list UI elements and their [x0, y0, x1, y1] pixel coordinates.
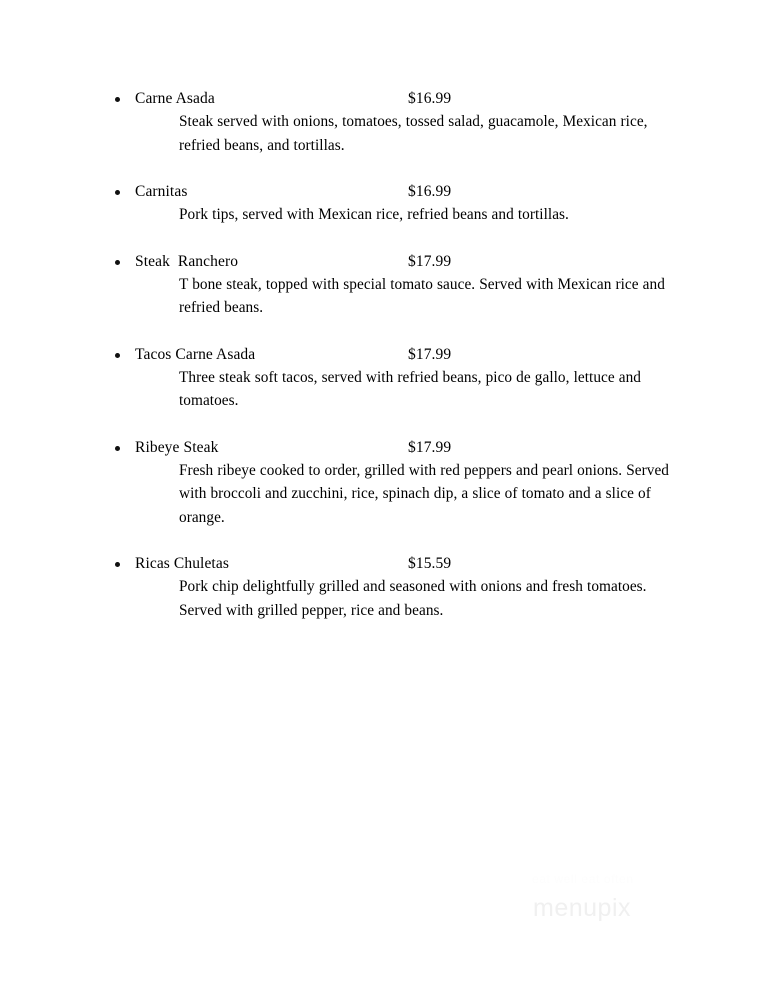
- menu-item-price: $15.59: [408, 555, 452, 572]
- list-item: [113, 553, 693, 622]
- menu-item-price: $17.99: [408, 345, 452, 363]
- list-item: [113, 181, 693, 227]
- menu-item-list: [113, 88, 693, 622]
- list-item: [113, 437, 693, 530]
- menu-item-header: [113, 251, 693, 273]
- bullet-icon: [115, 353, 120, 358]
- menu-item-name: Tacos Carne Asada: [135, 345, 256, 363]
- menu-item-description: Steak served with onions, tomatoes, tossed salad, guacamole, Mexican rice, refried beans, and tortillas.: [179, 113, 648, 154]
- list-item: [113, 251, 693, 320]
- menu-item-price: $17.99: [408, 438, 452, 456]
- bullet-icon: [115, 446, 120, 451]
- menu-item-name: Steak Ranchero: [135, 252, 239, 270]
- menu-item-description: Pork tips, served with Mexican rice, refried beans and tortillas.: [179, 206, 569, 223]
- menu-item-name: Carnitas: [135, 183, 188, 200]
- list-item: [113, 344, 693, 413]
- bullet-icon: [115, 97, 120, 102]
- watermark: [520, 872, 700, 932]
- bullet-icon: [115, 260, 120, 265]
- menu-item-description: Pork chip delightfully grilled and seasoned with onions and fresh tomatoes. Served with grilled pepper, rice and beans.: [179, 578, 647, 619]
- list-item: [113, 88, 693, 157]
- menu-item-price: $17.99: [408, 252, 452, 270]
- menu-item-price: $16.99: [408, 90, 452, 107]
- menu-item-description: Three steak soft tacos, served with refried beans, pico de gallo, lettuce and tomatoes.: [179, 368, 642, 409]
- menu-item-name: Ricas Chuletas: [135, 555, 229, 572]
- menu-item-header: [113, 437, 693, 459]
- menu-item-name: Ribeye Steak: [135, 438, 219, 456]
- menu-item-description: T bone steak, topped with special tomato sauce. Served with Mexican rice and refried beans.: [179, 275, 665, 316]
- menu-item-header: [113, 344, 693, 366]
- watermark-tagline: eat well eat often: [532, 872, 634, 886]
- menu-item-header: [113, 553, 693, 575]
- bullet-icon: [115, 562, 120, 567]
- menu-item-description: Fresh ribeye cooked to order, grilled with red peppers and pearl onions. Served with broccoli and zucchini, rice, spinach dip, a slice of tomato and a slice of orange.: [179, 461, 669, 526]
- menu-item-header: [113, 181, 693, 203]
- menu-item-price: $16.99: [408, 183, 452, 200]
- bullet-icon: [115, 190, 120, 195]
- menu-item-name: Carne Asada: [135, 90, 215, 107]
- watermark-brand: menupix: [533, 894, 631, 922]
- menu-item-header: [113, 88, 693, 110]
